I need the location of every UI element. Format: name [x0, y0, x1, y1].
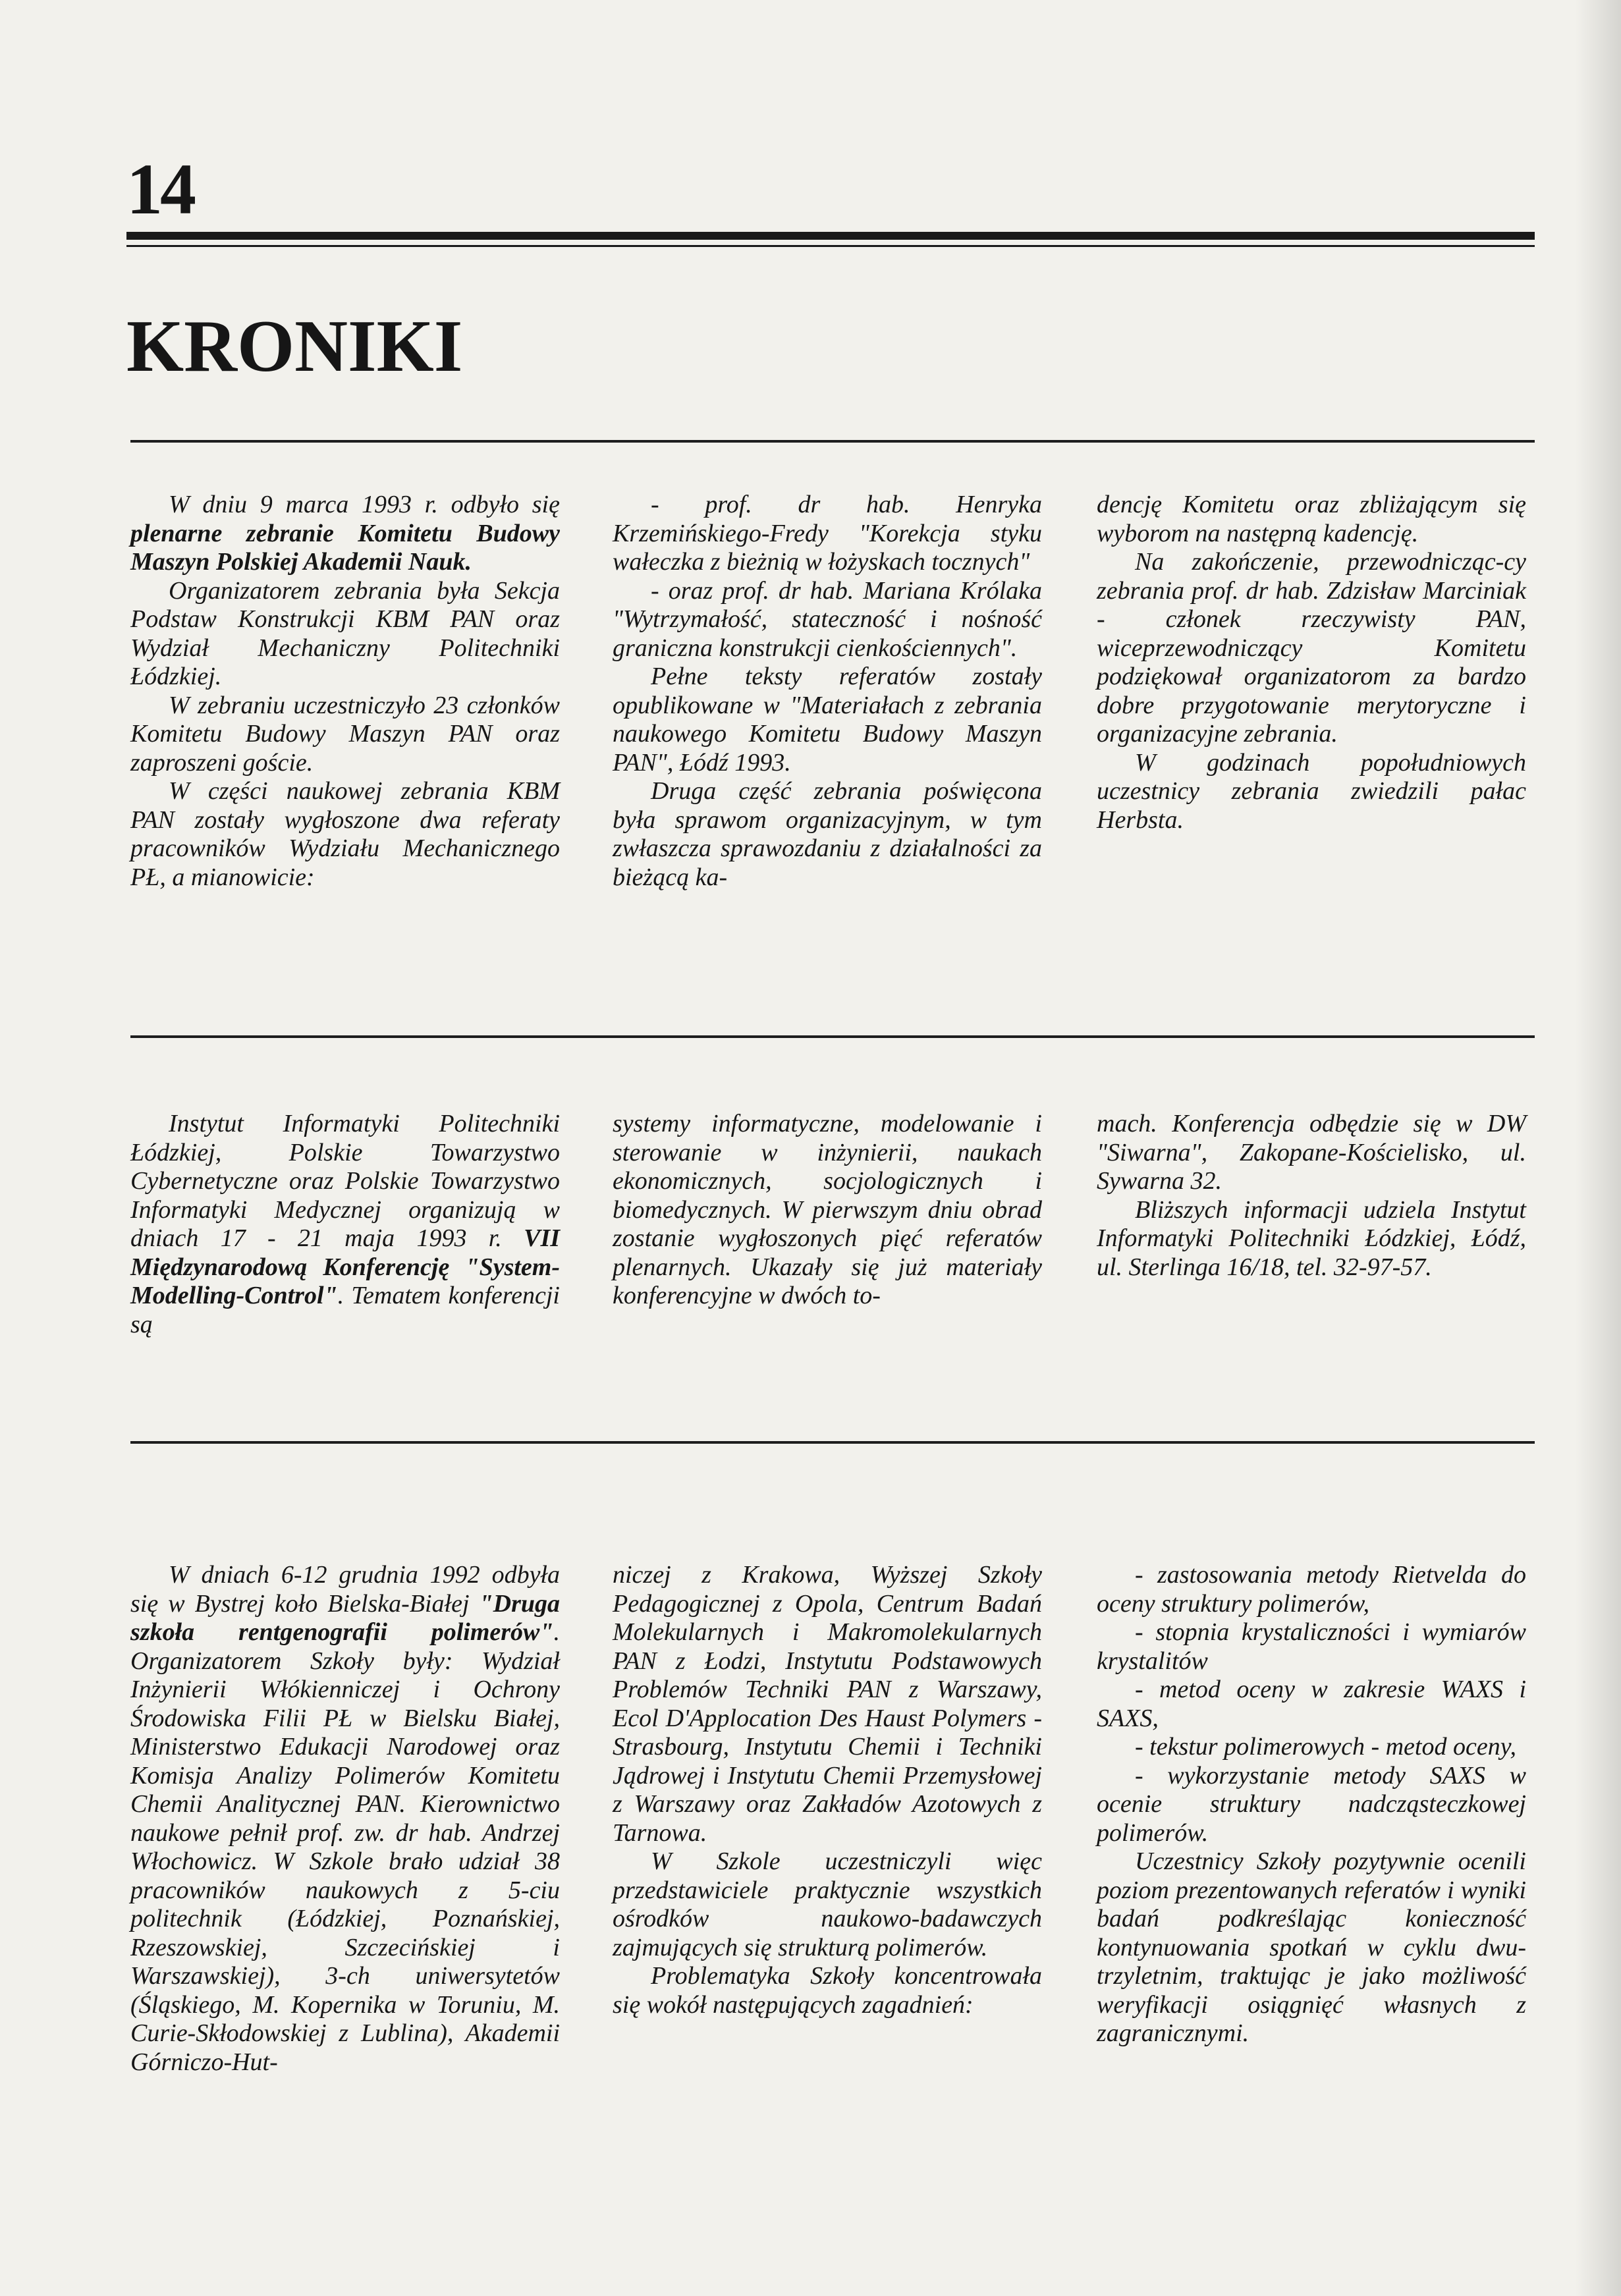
- article3-paragraph: niczej z Krakowa, Wyższej Szkoły Pedagogicznej z Opola, Centrum Badań Molekularnych i Makromolekularnych PAN z Łodzi, Instytutu Podstawowych Problemów Techniki PAN z Warszawy, Ecol D'Applocation Des Haust Polymers - Strasbourg, Instytutu Chemii i Techniki Jądrowej i Instytutu Chemii Przemysłowej z Warszawy oraz Zakładów Azotowych z Tarnowa.: [613, 1561, 1042, 1847]
- article1-paragraph: Pełne teksty referatów zostały opublikowane w "Materiałach z zebrania naukowego Komitetu Budowy Maszyn PAN", Łódź 1993.: [613, 663, 1042, 777]
- article3-list-item: - metod oceny w zakresie WAXS i SAXS,: [1097, 1676, 1526, 1732]
- article1-intro-paragraph: W dniu 9 marca 1993 r. odbyło się plenarne zebranie Komitetu Budowy Maszyn Polskiej Akademii Nauk.: [130, 491, 560, 576]
- article1-paragraph: - oraz prof. dr hab. Mariana Królaka "Wytrzymałość, stateczność i nośność graniczna konstrukcji cienkościennych".: [613, 576, 1042, 662]
- article2-paragraph: Bliższych informacji udziela Instytut Informatyki Politechniki Łódzkiej, Łódź, ul. Sterlinga 16/18, tel. 32-97-57.: [1097, 1195, 1526, 1281]
- article1-column1: [130, 491, 560, 892]
- article3-paragraph: W Szkole uczestniczyli więc przedstawiciele praktycznie wszystkich ośrodków naukowo-badawczych zajmujących się strukturą polimerów.: [613, 1847, 1042, 1961]
- article1-paragraph: Organizatorem zebrania była Sekcja Podstaw Konstrukcji KBM PAN oraz Wydział Mechaniczny Politechniki Łódzkiej.: [130, 576, 560, 690]
- article3-list-item: - tekstur polimerowych - metod oceny,: [1135, 1733, 1516, 1761]
- page-edge-shadow: [1575, 0, 1621, 2296]
- article2-column3: [1097, 1110, 1526, 1282]
- article3-paragraph: Problematyka Szkoły koncentrowała się wokół następujących zagadnień:: [613, 1962, 1042, 2019]
- header-rule-thin: [126, 245, 1535, 247]
- article1-paragraph: Druga część zebrania poświęcona była sprawom organizacyjnym, w tym zwłaszcza sprawozdaniu z działalności za bieżącą ka-: [613, 777, 1042, 891]
- article3-column1: [130, 1561, 560, 2077]
- article3-paragraph: W dniach 6-12 grudnia 1992 odbyła się w Bystrej koło Bielska-Białej "Druga szkoła rentgenografii polimerów". Organizatorem Szkoły były: Wydział Inżynierii Włókienniczej i Ochrony Środowiska Filii PŁ w Bielsku Białej, Ministerstwo Edukacji Narodowej oraz Komisja Analizy Polimerów Komitetu Chemii Analitycznej PAN. Kierownictwo naukowe pełnił prof. zw. dr hab. Andrzej Włochowicz. W Szkole brało udział 38 pracowników naukowych z 5-ciu politechnik (Łódzkiej, Poznańskiej, Rzeszowskiej, Szczecińskiej i Warszawskiej), 3-ch uniwersytetów (Śląskiego, M. Kopernika w Toruniu, M. Curie-Skłodowskiej z Lublina), Akademii Górniczo-Hut-: [130, 1561, 560, 2076]
- article2-column1: [130, 1110, 560, 1339]
- article1-paragraph: dencję Komitetu oraz zbliżającym się wyborom na następną kadencję.: [1097, 491, 1526, 547]
- article3-list-item: - stopnia krystaliczności i wymiarów krystalitów: [1097, 1618, 1526, 1675]
- article1-paragraph: - prof. dr hab. Henryka Krzemińskiego-Fredy "Korekcja styku wałeczka z bieżnią w łożyskach tocznych": [613, 491, 1042, 576]
- article3-paragraph: Uczestnicy Szkoły pozytywnie ocenili poziom prezentowanych referatów i wyniki badań podkreślając konieczność kontynuowania spotkań w cyklu dwu-trzyletnim, traktując je jako możliwość weryfikacji osiągnięć własnych z zagranicznymi.: [1097, 1847, 1526, 2047]
- article1-paragraph: Na zakończenie, przewodnicząc-cy zebrania prof. dr hab. Zdzisław Marciniak - członek rzeczywisty PAN, wiceprzewodniczący Komitetu podziękował organizatorom za bardzo dobre przygotowanie merytoryczne i organizacyjne zebrania.: [1097, 548, 1526, 748]
- divider-article2-article3: [130, 1441, 1535, 1444]
- divider-top: [130, 440, 1535, 443]
- header-rule-thick: [126, 232, 1535, 240]
- section-title: KRONIKI: [126, 306, 463, 387]
- article2-paragraph: Instytut Informatyki Politechniki Łódzkiej, Polskie Towarzystwo Cybernetyczne oraz Polskie Towarzystwo Informatyki Medycznej organizują w dniach 17 - 21 maja 1993 r. VII Międzynarodową Konferencję "System-Modelling-Control". Tematem konferencji są: [130, 1110, 561, 1338]
- article2-paragraph: mach. Konferencja odbędzie się w DW "Siwarna", Zakopane-Kościelisko, ul. Sywarna 32.: [1097, 1110, 1526, 1195]
- article1-column2: [613, 491, 1042, 892]
- article1-paragraph: W zebraniu uczestniczyło 23 członków Komitetu Budowy Maszyn PAN oraz zaproszeni goście.: [130, 691, 560, 777]
- article2-column2: [613, 1110, 1042, 1311]
- article3-list-item: - zastosowania metody Rietvelda do oceny struktury polimerów,: [1097, 1561, 1526, 1618]
- divider-article1-article2: [130, 1035, 1535, 1038]
- article1-column3: [1097, 491, 1526, 834]
- article2-paragraph: systemy informatyczne, modelowanie i sterowanie w inżynierii, naukach ekonomicznych, socjologicznych i biomedycznych. W pierwszym dniu obrad zostanie wygłoszonych pięć referatów plenarnych. Ukazały się już materiały konferencyjne w dwóch to-: [613, 1110, 1042, 1309]
- article3-list-item: - wykorzystanie metody SAXS w ocenie struktury nadcząsteczkowej polimerów.: [1097, 1761, 1526, 1847]
- page-number: 14: [126, 149, 194, 229]
- article3-column2: [613, 1561, 1042, 2019]
- article1-paragraph: W godzinach popołudniowych uczestnicy zebrania zwiedzili pałac Herbsta.: [1097, 748, 1526, 834]
- article3-column3: [1097, 1561, 1526, 2048]
- article1-paragraph: W części naukowej zebrania KBM PAN zostały wygłoszone dwa referaty pracowników Wydziału Mechanicznego PŁ, a mianowicie:: [130, 777, 560, 891]
